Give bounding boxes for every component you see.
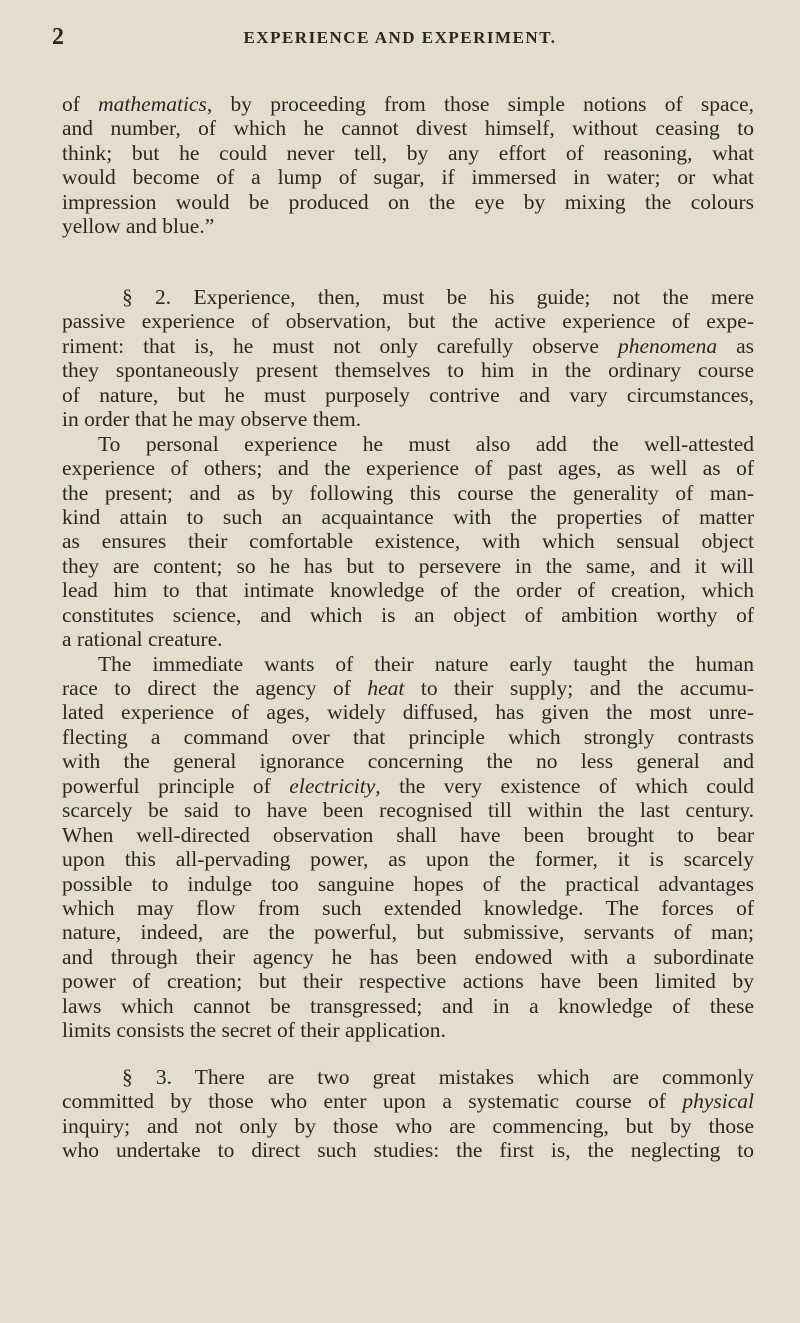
italic-text: phenomena	[617, 333, 718, 358]
text-line	[62, 700, 754, 724]
text-segment: flecting a command over that principle which strongly contrasts	[62, 724, 754, 749]
text-line	[62, 969, 754, 993]
italic-text: physical	[682, 1089, 754, 1114]
text-segment: of nature, but he must purposely contrive and vary circumstances,	[62, 382, 754, 407]
text-segment: race to direct the agency of	[62, 676, 368, 700]
text-line	[62, 920, 754, 944]
paragraph-block	[62, 1065, 754, 1163]
text-line	[62, 652, 754, 676]
text-line	[62, 554, 754, 578]
text-line	[62, 214, 754, 238]
text-segment: power of creation; but their respective actions have been limited by	[62, 969, 754, 994]
text-line	[62, 798, 754, 822]
text-segment: would become of a lump of sugar, if immersed in water; or what	[62, 165, 754, 190]
text-segment: § 2. Experience, then, must be his guide; not the mere	[122, 285, 754, 309]
text-segment: committed by those who enter upon a systematic course of	[62, 1089, 683, 1114]
text-segment: and number, of which he cannot divest himself, without ceasing to	[62, 116, 754, 141]
text-segment: think; but he could never tell, by any effort of reasoning, what	[62, 140, 754, 165]
text-segment: , the very existence of which could	[375, 773, 755, 798]
italic-text: heat	[367, 676, 405, 700]
text-segment: experience of others; and the experience of past ages, as well as of	[62, 456, 754, 481]
text-segment: inquiry; and not only by those who are commencing, but by those	[62, 1113, 754, 1138]
text-line	[62, 407, 754, 431]
text-line	[62, 432, 754, 456]
text-segment: the present; and as by following this course the generality of man-	[62, 480, 754, 505]
text-line	[62, 358, 754, 382]
text-segment: lated experience of ages, widely diffused, has given the most unre-	[62, 700, 754, 725]
text-line	[62, 676, 754, 700]
text-segment: riment: that is, he must not only carefully observe	[62, 333, 618, 358]
text-line	[62, 774, 754, 798]
text-segment: , by proceeding from those simple notions of space,	[206, 92, 754, 116]
running-head: EXPERIENCE AND EXPERIMENT.	[243, 28, 557, 47]
text-line	[62, 92, 754, 116]
text-line	[62, 872, 754, 896]
text-segment: constitutes science, and which is an object of ambition worthy of	[62, 602, 754, 627]
italic-text: mathematics	[98, 92, 207, 116]
text-segment: nature, indeed, are the powerful, but submissive, servants of man;	[62, 920, 754, 945]
text-segment: To personal experience he must also add the well-attested	[98, 431, 754, 456]
text-line	[62, 578, 754, 602]
paragraph-block	[62, 285, 754, 1043]
text-segment: impression would be produced on the eye by mixing the colours	[62, 189, 754, 214]
text-line	[62, 383, 754, 407]
text-line	[62, 945, 754, 969]
text-segment: they spontaneously present themselves to him in the ordinary course	[62, 358, 754, 383]
text-line	[62, 1089, 754, 1113]
text-segment: who undertake to direct such studies: the first is, the neglecting to	[62, 1138, 754, 1163]
text-line	[62, 165, 754, 189]
text-segment: in order that he may observe them.	[62, 407, 362, 432]
page-number: 2	[52, 24, 64, 50]
text-line	[62, 749, 754, 773]
text-segment: with the general ignorance concerning the no less general and	[62, 749, 754, 774]
text-segment: and through their agency he has been endowed with a subordinate	[62, 944, 754, 969]
text-line	[62, 1018, 754, 1042]
text-line	[62, 334, 754, 358]
text-segment: to their supply; and the accumu-	[404, 676, 754, 700]
text-segment: of	[62, 92, 99, 116]
text-line	[62, 994, 754, 1018]
text-segment: § 3. There are two great mistakes which are commonly	[122, 1065, 754, 1089]
text-segment: possible to indulge too sanguine hopes of the practical advantages	[62, 871, 754, 896]
text-segment: kind attain to such an acquaintance with the properties of matter	[62, 504, 754, 529]
text-line	[62, 725, 754, 749]
paragraph-block	[62, 92, 754, 239]
text-segment: yellow and blue.”	[62, 214, 215, 239]
text-line	[62, 603, 754, 627]
text-line	[62, 285, 754, 309]
text-line	[62, 1065, 754, 1089]
text-segment: The immediate wants of their nature early taught the human	[98, 651, 754, 676]
text-segment: laws which cannot be transgressed; and in a knowledge of these	[62, 993, 754, 1018]
text-line	[62, 1138, 754, 1162]
text-line	[62, 190, 754, 214]
text-segment: they are content; so he has but to persevere in the same, and it will	[62, 553, 754, 578]
text-line	[62, 529, 754, 553]
text-line	[62, 481, 754, 505]
text-line	[62, 896, 754, 920]
text-segment: scarcely be said to have been recognised till within the last century.	[62, 798, 754, 823]
text-segment: powerful principle of	[62, 773, 290, 798]
italic-text: electricity	[289, 773, 376, 798]
text-segment: lead him to that intimate knowledge of the order of creation, which	[62, 578, 754, 603]
text-segment: upon this all-pervading power, as upon the former, it is scarcely	[62, 847, 754, 872]
text-line	[62, 309, 754, 333]
text-line	[62, 627, 754, 651]
text-line	[62, 505, 754, 529]
text-segment: passive experience of observation, but the active experience of expe-	[62, 309, 754, 334]
text-line	[62, 141, 754, 165]
text-segment: as	[717, 333, 754, 358]
text-line	[62, 847, 754, 871]
text-segment: as ensures their comfortable existence, with which sensual object	[62, 529, 754, 554]
text-segment: a rational creature.	[62, 627, 223, 652]
text-segment: When well-directed observation shall have been brought to bear	[62, 822, 754, 847]
text-line	[62, 116, 754, 140]
text-line	[62, 1114, 754, 1138]
text-line	[62, 456, 754, 480]
text-segment: limits consists the secret of their application.	[62, 1018, 446, 1043]
text-line	[62, 823, 754, 847]
text-segment: which may flow from such extended knowledge. The forces of	[62, 895, 754, 920]
